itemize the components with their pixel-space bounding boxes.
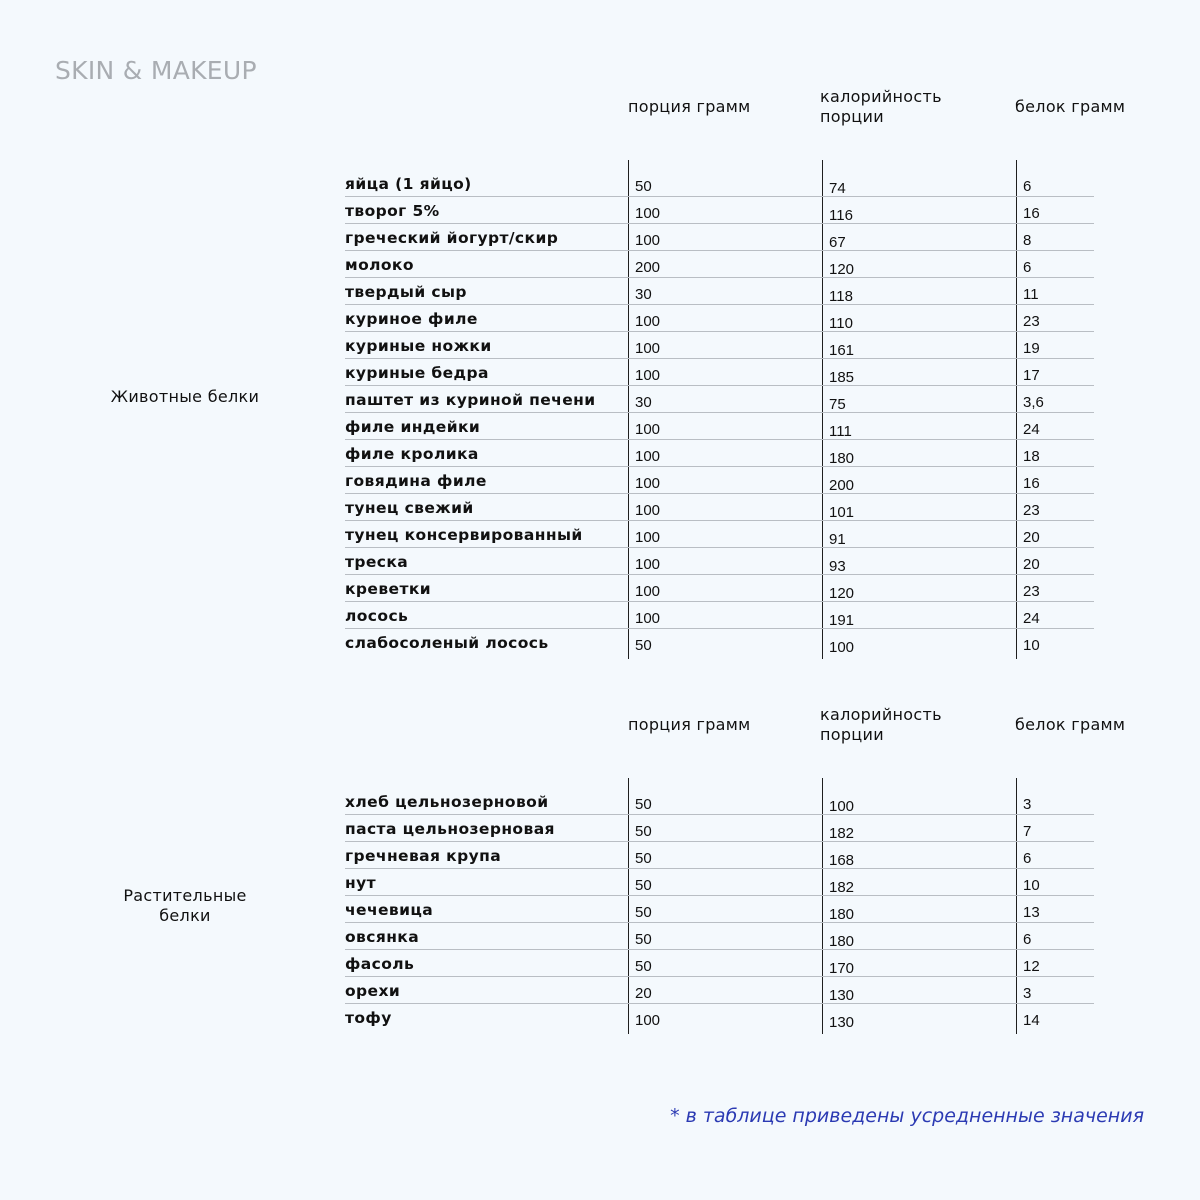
portion-value: 100 (628, 548, 822, 575)
protein-value: 10 (1016, 629, 1094, 659)
protein-value: 10 (1016, 869, 1094, 896)
protein-value: 18 (1016, 440, 1094, 467)
product-name: креветки (345, 580, 432, 598)
protein-value: 17 (1016, 359, 1094, 386)
product-name: фасоль (345, 955, 415, 973)
portion-value: 50 (628, 923, 822, 950)
portion-value: 100 (628, 359, 822, 386)
protein-value: 20 (1016, 548, 1094, 575)
protein-value: 23 (1016, 575, 1094, 602)
calories-value: 185 (822, 359, 1016, 386)
product-name: лосось (345, 607, 409, 625)
portion-value: 50 (628, 896, 822, 923)
group-label-plant: Растительные белки (123, 886, 247, 925)
portion-value: 50 (628, 778, 822, 815)
portion-value: 100 (628, 494, 822, 521)
protein-value: 13 (1016, 896, 1094, 923)
calories-value: 180 (822, 923, 1016, 950)
portion-value: 20 (628, 977, 822, 1004)
portion-value: 100 (628, 467, 822, 494)
product-name: твердый сыр (345, 283, 467, 301)
calories-value: 75 (822, 386, 1016, 413)
portion-value: 100 (628, 521, 822, 548)
product-name: яйца (1 яйцо) (345, 175, 472, 193)
product-name: куриные ножки (345, 337, 492, 355)
calories-value: 200 (822, 467, 1016, 494)
column-header-portion: порция грамм (628, 97, 751, 116)
calories-value: 182 (822, 815, 1016, 842)
product-name: слабосоленый лосось (345, 634, 549, 652)
protein-value: 20 (1016, 521, 1094, 548)
calories-value: 91 (822, 521, 1016, 548)
column-header-calories: калорийность порции (820, 87, 942, 126)
protein-value: 23 (1016, 305, 1094, 332)
product-name: куриные бедра (345, 364, 489, 382)
protein-value: 19 (1016, 332, 1094, 359)
portion-value: 100 (628, 197, 822, 224)
calories-value: 101 (822, 494, 1016, 521)
calories-value: 191 (822, 602, 1016, 629)
calories-value: 110 (822, 305, 1016, 332)
protein-value: 16 (1016, 197, 1094, 224)
product-name: паста цельнозерновая (345, 820, 555, 838)
protein-value: 8 (1016, 224, 1094, 251)
calories-value: 93 (822, 548, 1016, 575)
protein-value: 14 (1016, 1004, 1094, 1034)
product-name: тофу (345, 1009, 392, 1027)
product-name: хлеб цельнозерновой (345, 793, 549, 811)
protein-value: 23 (1016, 494, 1094, 521)
portion-value: 100 (628, 305, 822, 332)
column-header-portion: порция грамм (628, 715, 751, 734)
protein-value: 3 (1016, 778, 1094, 815)
calories-value: 182 (822, 869, 1016, 896)
calories-value: 130 (822, 1004, 1016, 1034)
portion-value: 100 (628, 575, 822, 602)
product-name: орехи (345, 982, 401, 1000)
protein-value: 24 (1016, 413, 1094, 440)
product-name: молоко (345, 256, 414, 274)
protein-value: 6 (1016, 160, 1094, 197)
portion-value: 100 (628, 224, 822, 251)
product-name: гречневая крупа (345, 847, 502, 865)
portion-value: 30 (628, 386, 822, 413)
group-label-animal: Животные белки (110, 387, 260, 406)
calories-value: 168 (822, 842, 1016, 869)
calories-value: 130 (822, 977, 1016, 1004)
portion-value: 50 (628, 869, 822, 896)
portion-value: 50 (628, 842, 822, 869)
portion-value: 30 (628, 278, 822, 305)
protein-value: 6 (1016, 251, 1094, 278)
column-header-calories: калорийность порции (820, 705, 942, 744)
product-name: греческий йогурт/скир (345, 229, 559, 247)
product-name: овсянка (345, 928, 420, 946)
product-name: творог 5% (345, 202, 440, 220)
product-name: паштет из куриной печени (345, 391, 596, 409)
brand-logo: SKIN & MAKEUP (55, 56, 257, 85)
calories-value: 180 (822, 440, 1016, 467)
protein-value: 24 (1016, 602, 1094, 629)
protein-value: 6 (1016, 923, 1094, 950)
calories-value: 74 (822, 160, 1016, 197)
calories-value: 116 (822, 197, 1016, 224)
protein-value: 7 (1016, 815, 1094, 842)
portion-value: 100 (628, 602, 822, 629)
column-header-protein: белок грамм (1015, 97, 1126, 116)
calories-value: 170 (822, 950, 1016, 977)
portion-value: 50 (628, 160, 822, 197)
product-name: филе кролика (345, 445, 479, 463)
column-header-protein: белок грамм (1015, 715, 1126, 734)
calories-value: 120 (822, 575, 1016, 602)
protein-value: 3,6 (1016, 386, 1094, 413)
product-name: чечевица (345, 901, 434, 919)
calories-value: 111 (822, 413, 1016, 440)
calories-value: 100 (822, 778, 1016, 815)
product-name: треска (345, 553, 409, 571)
protein-value: 12 (1016, 950, 1094, 977)
calories-value: 118 (822, 278, 1016, 305)
product-name: нут (345, 874, 376, 892)
footnote: * в таблице приведены усредненные значения (670, 1105, 1144, 1127)
portion-value: 100 (628, 413, 822, 440)
product-name: тунец свежий (345, 499, 474, 517)
calories-value: 120 (822, 251, 1016, 278)
portion-value: 100 (628, 332, 822, 359)
portion-value: 50 (628, 950, 822, 977)
calories-value: 100 (822, 629, 1016, 659)
portion-value: 50 (628, 629, 822, 659)
protein-value: 3 (1016, 977, 1094, 1004)
protein-value: 16 (1016, 467, 1094, 494)
calories-value: 161 (822, 332, 1016, 359)
product-name: филе индейки (345, 418, 481, 436)
portion-value: 50 (628, 815, 822, 842)
product-name: тунец консервированный (345, 526, 583, 544)
calories-value: 180 (822, 896, 1016, 923)
portion-value: 200 (628, 251, 822, 278)
protein-value: 11 (1016, 278, 1094, 305)
portion-value: 100 (628, 440, 822, 467)
protein-value: 6 (1016, 842, 1094, 869)
product-name: куриное филе (345, 310, 478, 328)
portion-value: 100 (628, 1004, 822, 1034)
product-name: говядина филе (345, 472, 487, 490)
calories-value: 67 (822, 224, 1016, 251)
